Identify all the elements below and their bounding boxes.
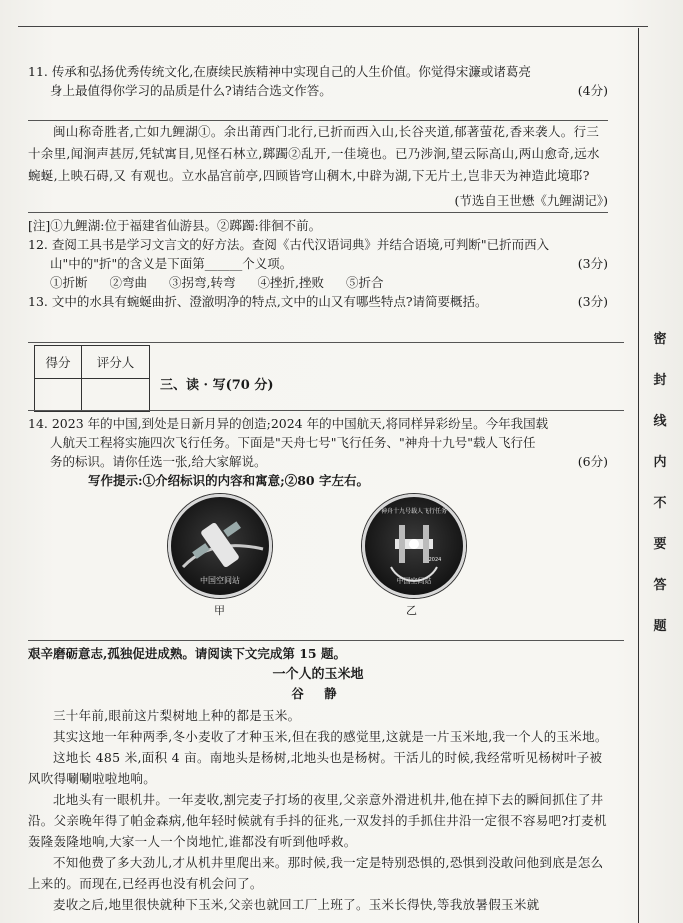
score-cell: [35, 379, 82, 412]
binding-char: 线: [653, 414, 667, 429]
binding-char: 不: [653, 496, 667, 511]
grader-cell: [82, 379, 150, 412]
question-12: [28, 235, 608, 273]
badge2-text: 神舟十九号载人飞行任务: [380, 508, 448, 515]
question-12-options: [28, 273, 608, 292]
writing-hint: 写作提示:①介绍标识的内容和寓意;②80 字左右。: [88, 473, 369, 488]
question-14-score: (6分): [577, 454, 608, 469]
question-14-text-3: 务的标识。请你任选一张,给大家解说。: [50, 454, 267, 469]
question-14-text-2: 人航天工程将实施四次飞行任务。下面是"天舟七号"飞行任务、"神舟十九号"载人飞行任: [50, 435, 536, 450]
question-12-text: 12. 查阅工具书是学习文言文的好方法。查阅《古代汉语词典》并结合语境,可判断"已折而西入: [28, 237, 550, 252]
article-author: 谷 静: [291, 686, 345, 701]
score-table: [34, 345, 150, 412]
reading-intro: 艰辛磨砺意志,孤独促进成熟。请阅读下文完成第 15 题。: [28, 646, 346, 661]
passage-source: (节选自王世懋《九鲤湖记》): [454, 193, 608, 208]
badge1-text: 中国空间站: [200, 576, 240, 585]
binding-notice: [649, 328, 671, 634]
article-paragraph: 不知他费了多大劲儿,才从机井里爬出来。那时候,我一定是特别恐惧的,恐惧到没敢问他到底是怎么上来的。而现在,已经再也没有机会问了。: [28, 855, 604, 891]
question-12-score: (3分): [577, 256, 608, 271]
spacecraft-icon: [171, 497, 269, 595]
question-14-text: 14. 2023 年的中国,到处是日新月异的创造;2024 年的中国航天,将同样异彩纷呈。今年我国载: [28, 416, 549, 431]
badge2-label: 乙: [406, 604, 417, 617]
question-13: [28, 292, 608, 311]
article-paragraph: 麦收之后,地里很快就种下玉米,父亲也就回工厂上班了。玉米长得快,等我放暑假玉米就: [53, 897, 540, 912]
article-top-rule: [28, 640, 624, 641]
article-body: [28, 705, 608, 915]
passage-bottom-rule: [28, 212, 608, 213]
space-station-icon: [365, 497, 463, 595]
section-rule: [28, 342, 624, 343]
binding-char: 内: [653, 455, 667, 470]
binding-char: 题: [653, 619, 667, 634]
binding-line: [638, 28, 639, 923]
section-rule-2: [28, 410, 624, 411]
article-paragraph: 北地头有一眼机井。一年麦收,割完麦子打场的夜里,父亲意外滑进机井,他在掉下去的瞬间抓住了井沿。父亲晚年得了帕金森病,他年轻时候就有手抖的征兆,一双发抖的手抓住井沿一定很不容易吧?打麦机轰隆轰隆地响,大家一人一个岗地忙,谁都没有听到他呼救。: [28, 792, 607, 849]
shenzhou-badge: [362, 494, 466, 598]
section-title: 三、读 · 写(70 分): [160, 378, 274, 393]
grader-header: 评分人: [82, 346, 150, 379]
badge2-bottom: 中国空间站: [396, 577, 432, 585]
passage-text: 闽山称奇胜者,亡如九鲤湖①。余出莆西门北行,已折而西入山,长谷夹道,郁著萤花,香来袭人。行三十余里,闻涧声甚厉,凭轼寓目,见怪石林立,踯躅②乱开,一佳境也。已乃涉涧,望云际高山,两山愈奇,远水蜿蜒,上映石碍,又 有观也。立水晶宫前亭,四顾皆穹山稠木,中辟为湖,下无片土,岂非天为神造此境耶?: [28, 124, 600, 183]
question-13-score: (3分): [577, 294, 608, 309]
question-14: [28, 414, 608, 490]
tianzhou-badge: [168, 494, 272, 598]
article-paragraph: 三十年前,眼前这片梨树地上种的都是玉米。: [53, 708, 301, 723]
question-14-body: [28, 414, 608, 471]
article-paragraph: 其实这地一年种两季,冬小麦收了才种玉米,但在我的感觉里,这就是一片玉米地,我一个人的玉米地。: [53, 729, 608, 744]
binding-char: 密: [653, 332, 667, 347]
question-12-text-2: 山"中的"折"的含义是下面第______个义项。: [50, 256, 293, 271]
article-paragraph: 这地长 485 米,面积 4 亩。南地头是杨树,北地头也是杨树。干活儿的时候,我经常听见杨树叶子被风吹得唰唰啦啦地响。: [28, 750, 603, 786]
question-11-score: (4分): [577, 83, 608, 98]
question-11: [28, 62, 608, 100]
badge1-label: 甲: [214, 604, 225, 617]
passage-notes: [注]①九鲤湖:位于福建省仙游县。②踯躅:徘徊不前。: [28, 218, 322, 233]
reading-section: [28, 644, 608, 915]
top-rule: [18, 26, 648, 27]
questions-upper: [28, 62, 608, 311]
option-4: ④挫折,挫败: [257, 275, 324, 290]
option-3: ③拐弯,转弯: [169, 275, 236, 290]
binding-char: 答: [653, 578, 667, 593]
option-5: ⑤折合: [346, 275, 384, 290]
option-1: ①折断: [50, 275, 88, 290]
option-2: ②弯曲: [109, 275, 148, 290]
question-13-text: 13. 文中的水具有蜿蜒曲折、澄澈明净的特点,文中的山又有哪些特点?请简要概括。: [28, 294, 488, 309]
question-11-text: 11. 传承和弘扬优秀传统文化,在赓续民族精神中实现自己的人生价值。你觉得宋濂或诸葛亮: [28, 64, 531, 79]
binding-char: 要: [653, 537, 667, 552]
classical-passage: [28, 121, 608, 187]
badge2-year: 2024: [428, 557, 442, 563]
article-title: 一个人的玉米地: [272, 667, 364, 682]
binding-char: 封: [653, 373, 667, 388]
question-11-text-2: 身上最值得你学习的品质是什么?请结合选文作答。: [50, 83, 332, 98]
score-header: 得分: [35, 346, 82, 379]
